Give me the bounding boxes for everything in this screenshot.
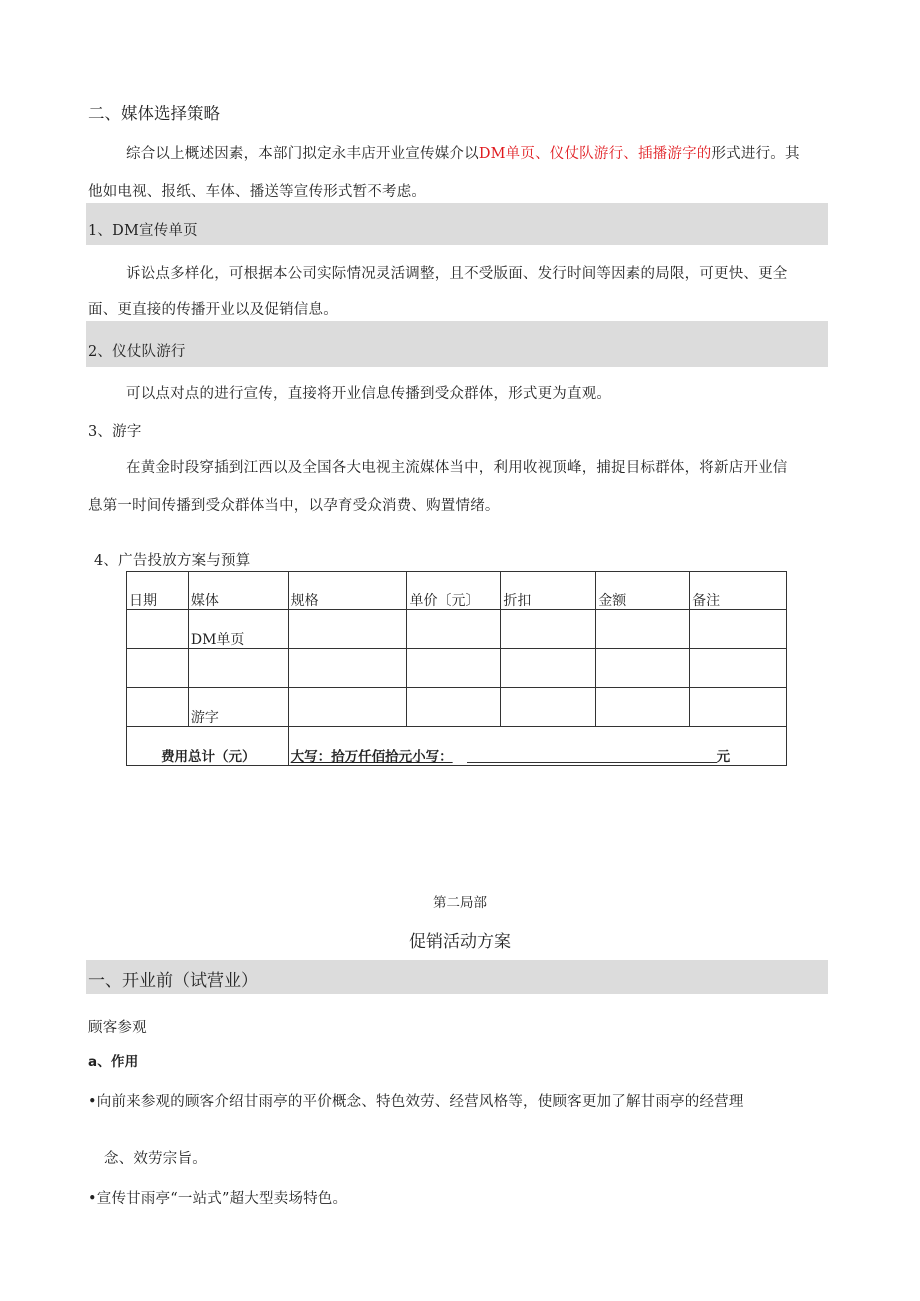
table-cell: DM单页 — [188, 610, 288, 649]
part-title: 促销活动方案 — [409, 932, 511, 952]
heading-dm-flyer: 1、DM宣传单页 — [88, 223, 198, 239]
header-spec: 规格 — [288, 572, 407, 610]
intro-text-part2: 形式进行。其 — [711, 146, 800, 162]
parade-description: 可以点对点的进行宣传，直接将开业信息传播到受众群体，形式更为直观。 — [126, 386, 612, 402]
header-date: 日期 — [127, 572, 189, 610]
table-cell — [288, 688, 407, 727]
total-value-cell — [288, 727, 786, 766]
table-cell — [690, 688, 787, 727]
table-cell — [288, 610, 407, 649]
intro-paragraph-line1 — [126, 142, 800, 163]
header-discount: 折扣 — [501, 572, 596, 610]
part-label: 第二局部 — [433, 895, 487, 911]
header-unit-price: 单价〔元〕 — [407, 572, 501, 610]
table-cell — [407, 649, 501, 688]
header-notes: 备注 — [690, 572, 787, 610]
total-text: 大写：拾万仟佰拾元小写： — [290, 748, 453, 765]
table-total-row — [127, 727, 787, 766]
total-label: 费用总计（元） — [127, 727, 289, 766]
section-title-media-strategy: 二、媒体选择策略 — [88, 104, 220, 123]
table-cell — [407, 688, 501, 727]
table-cell — [288, 649, 407, 688]
table-row — [127, 610, 787, 649]
dm-description-line1: 诉讼点多样化，可根据本公司实际情况灵活调整，且不受版面、发行时间等因素的局限，可更快、更全 — [126, 266, 788, 282]
section-title-pre-opening: 一、开业前（试营业） — [88, 971, 258, 991]
table-cell — [407, 610, 501, 649]
heading-a-purpose: a、作用 — [88, 1054, 139, 1070]
heading-honor-guard-parade: 2、仪仗队游行 — [88, 344, 186, 360]
heading-scrolling-text: 3、游字 — [88, 424, 142, 440]
table-cell — [127, 688, 189, 727]
table-cell: 游字 — [188, 688, 288, 727]
heading-band-parade — [86, 321, 828, 367]
table-cell — [596, 688, 690, 727]
bullet-1-line1: •向前来参观的顾客介绍甘雨亭的平价概念、特色效劳、经营风格等，使顾客更加了解甘雨亭的经营理 — [88, 1094, 744, 1110]
table-cell — [690, 610, 787, 649]
scrolling-text-description-line1: 在黄金时段穿插到江西以及全国各大电视主流媒体当中，利用收视顶峰，捕捉目标群体，将新店开业信 — [126, 460, 788, 476]
subtitle-customer-visit: 顾客参观 — [88, 1020, 147, 1036]
bullet-2: •宣传甘雨亭“一站式”超大型卖场特色。 — [88, 1191, 348, 1207]
total-unit: 元 — [716, 748, 731, 765]
intro-paragraph-line2: 他如电视、报纸、车体、播送等宣传形式暂不考虑。 — [88, 184, 427, 200]
table-cell — [188, 649, 288, 688]
table-header-row — [127, 572, 787, 610]
budget-table — [126, 571, 787, 766]
table-cell — [501, 610, 596, 649]
scrolling-text-description-line2: 息第一时间传播到受众群体当中，以孕育受众消费、购置情绪。 — [88, 498, 500, 514]
table-cell — [501, 649, 596, 688]
table-cell — [690, 649, 787, 688]
table-cell — [596, 610, 690, 649]
table-row — [127, 688, 787, 727]
dm-description-line2: 面、更直接的传播开业以及促销信息。 — [88, 302, 338, 318]
intro-highlight-media: DM单页、仪仗队游行、插播游字的 — [478, 146, 712, 162]
intro-text-part1: 综合以上概述因素，本部门拟定永丰店开业宣传媒介以 — [126, 146, 479, 162]
table-row — [127, 649, 787, 688]
heading-ad-budget: 4、广告投放方案与预算 — [94, 553, 251, 569]
header-amount: 金额 — [596, 572, 690, 610]
header-media: 媒体 — [188, 572, 288, 610]
table-cell — [596, 649, 690, 688]
table-cell — [127, 610, 189, 649]
table-cell — [501, 688, 596, 727]
bullet-1-line2: 念、效劳宗旨。 — [104, 1151, 207, 1167]
total-blank-line — [467, 748, 717, 763]
table-cell — [127, 649, 189, 688]
